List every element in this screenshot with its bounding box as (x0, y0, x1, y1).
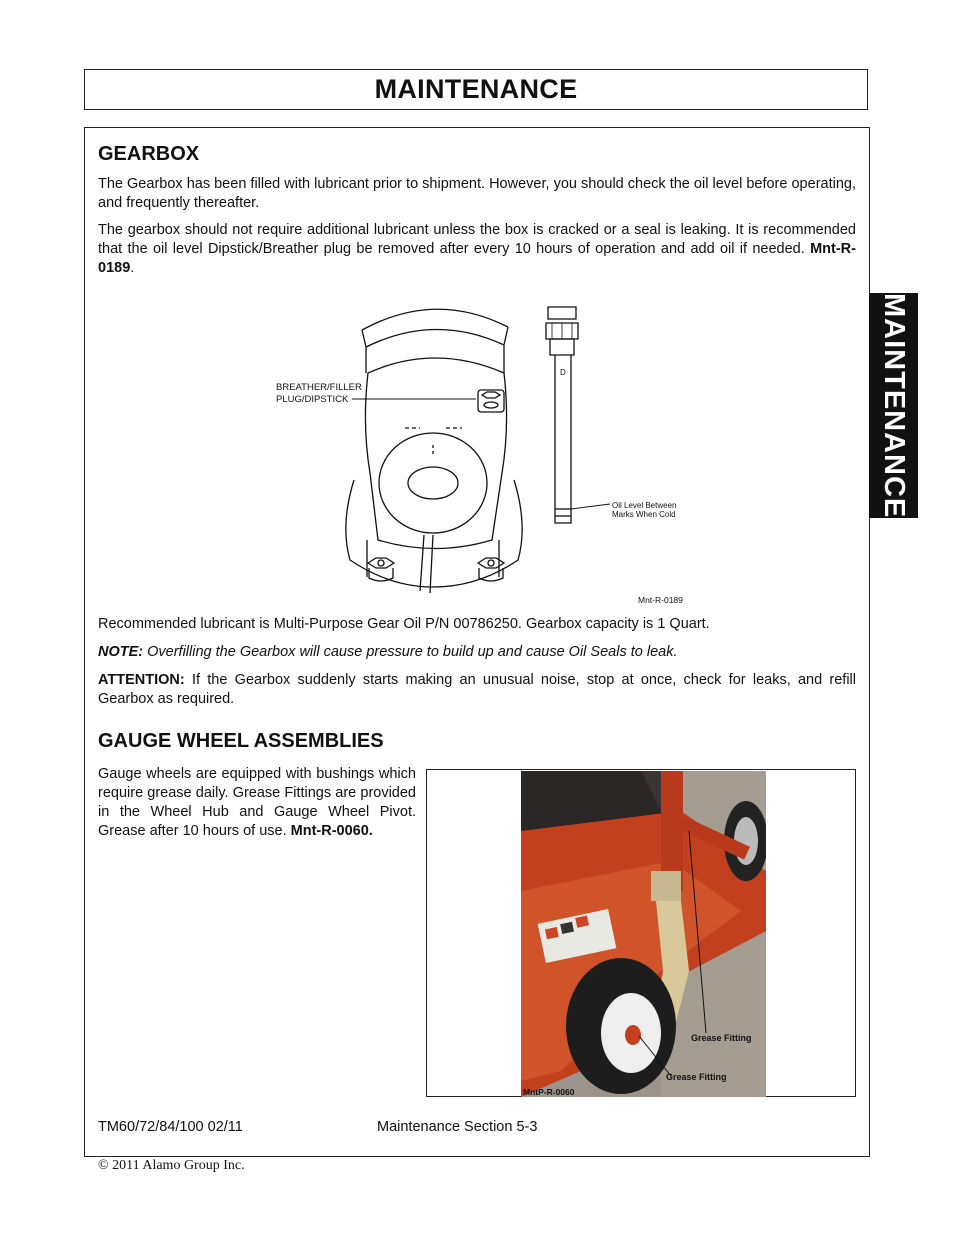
oil-level-leader-line (571, 504, 610, 509)
gearbox-body (365, 358, 506, 549)
gearbox-illustration (270, 295, 700, 610)
grease-fitting-label-2: Grease Fitting (666, 1072, 727, 1082)
gauge-text-body: Gauge wheels are equipped with bushings which require grease daily. Grease Fittings are provided in the Wheel Hub and Gauge Wheel Pivot. Grease after 10 hours of use. (98, 766, 416, 839)
gauge-text (98, 765, 416, 841)
attention-text (98, 671, 856, 709)
side-tab-label: MAINTENANCE (878, 292, 910, 519)
attention-label: ATTENTION: (98, 672, 185, 688)
oil-level-label-line2: Marks When Cold (612, 510, 676, 519)
note-label: NOTE: (98, 644, 144, 660)
copyright: © 2011 Alamo Group Inc. (98, 1158, 245, 1173)
note-text (98, 643, 856, 662)
footer-section: Maintenance Section 5-3 (377, 1119, 538, 1135)
header-box (84, 69, 868, 110)
dipstick-cap-icon (548, 307, 576, 319)
gearbox-figure-ref: Mnt-R-0189 (98, 241, 856, 276)
page-header-title: MAINTENANCE (374, 74, 578, 104)
side-tab (869, 293, 918, 518)
note-body: Overfilling the Gearbox will cause pressure to build up and cause Oil Seals to leak. (143, 644, 678, 660)
breather-label-line1: BREATHER/FILLER (276, 382, 362, 393)
gauge-wheel-photo (521, 771, 766, 1097)
grease-fitting-label-1: Grease Fitting (691, 1033, 752, 1043)
attention-body: If the Gearbox suddenly starts making an unusual noise, stop at once, check for leaks, and refill Gearbox as required. (98, 672, 856, 707)
gauge-heading: GAUGE WHEEL ASSEMBLIES (98, 730, 384, 752)
photo-code: MntP-R-0060 (523, 1087, 575, 1097)
dipstick-mark: D (560, 368, 566, 377)
footer-model: TM60/72/84/100 02/11 (98, 1119, 243, 1135)
lubricant-text: Recommended lubricant is Multi-Purpose Gear Oil P/N 00786250. Gearbox capacity is 1 Quart. (98, 616, 710, 632)
gearbox-heading: GEARBOX (98, 143, 200, 165)
gearbox-para-1: The Gearbox has been filled with lubricant prior to shipment. However, you should check the oil level before operating, and frequently thereafter. (98, 176, 856, 211)
gearbox-para-2-text: The gearbox should not require additional lubricant unless the box is cracked or a seal is leaking. It is recommended that the oil level Dipstick/Breather plug be removed after every 10 hours of operation and add oil if needed. (98, 222, 856, 257)
breather-label-line2: PLUG/DIPSTICK (276, 394, 349, 405)
gearbox-para-2 (98, 221, 856, 278)
gearbox-top-ring-inner (366, 329, 504, 347)
gauge-wheel-photo-frame (426, 769, 856, 1097)
figure-code: Mnt-R-0189 (638, 595, 683, 605)
gauge-figure-ref: Mnt-R-0060. (290, 823, 373, 839)
gearbox-top-ring-outer (362, 309, 508, 330)
oil-level-label-line1: Oil Level Between (612, 501, 677, 510)
gearbox-para-2-end: . (130, 260, 135, 276)
breather-plug-icon (478, 390, 504, 412)
dipstick-rod (555, 355, 571, 523)
